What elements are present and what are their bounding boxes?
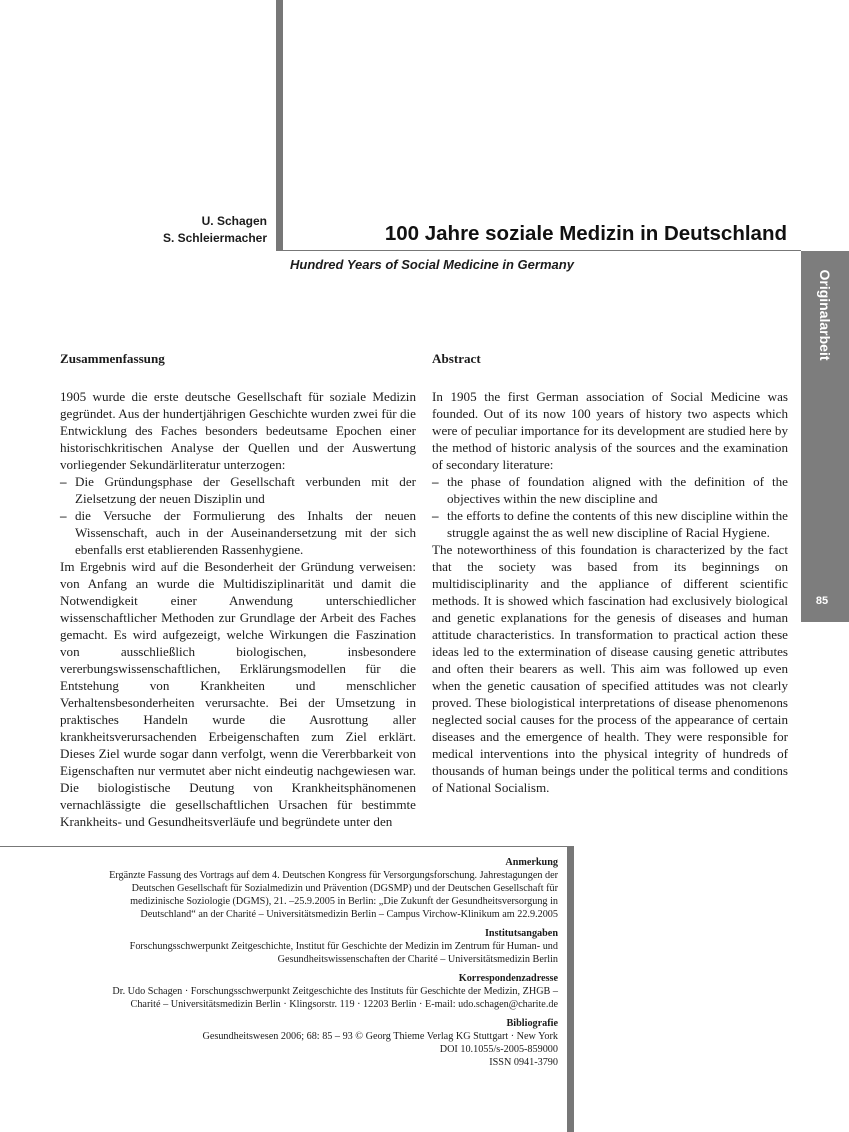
- side-tab-label-box: [801, 251, 849, 381]
- note-heading: Anmerkung: [505, 857, 558, 868]
- note-line: Charité – Universitätsmedizin Berlin · Klingsorstr. 119 · 12203 Berlin · E-mail: udo.schagen@charite.de: [130, 999, 558, 1010]
- footer-vertical-bar: [567, 846, 574, 1132]
- list-item: – Die Gründungsphase der Gesellschaft verbunden mit der Zielsetzung der neuen Disziplin und: [60, 473, 416, 507]
- note-heading: Bibliografie: [506, 1018, 558, 1029]
- note-line: ISSN 0941-3790: [489, 1057, 558, 1068]
- note-line: Deutschland“ an der Charité – Universitätsmedizin Berlin – Campus Virchow-Klinikum am 22.9.2005: [140, 909, 558, 920]
- section-heading: Abstract: [432, 351, 481, 366]
- article-title: 100 Jahre soziale Medizin in Deutschland: [384, 222, 787, 245]
- authors: [60, 213, 267, 247]
- note-line: Gesundheitswissenschaften der Charité – Universitätsmedizin Berlin: [277, 954, 558, 965]
- note-line: Deutschen Gesellschaft für Sozialmedizin und Prävention (DGSMP) und der Deutschen Gesellschaft für: [131, 883, 558, 894]
- author-name: S. Schleiermacher: [162, 231, 267, 245]
- paragraph: The noteworthiness of this foundation is characterized by the fact that the society was based from its beginnings on multidisciplinarity and the appliance of different scientific methods. It is showed which fascination had exclusively biological and genetic explanations for the genesis of diseases and human attitude characteristics. In transformation to practical action these ideas led to the extermination of disease causing genetic attributes and often their bearers as well. This aim was followed up even when the genetic causation of specified attitudes was not clearly proved. These biologistical interpretations of disease phenomenons neglected social causes for the process of the appearance of certain diseases and the emergence of health. They were responsible for medical interventions into the physical integrity of hundreds of thousands of human beings under the political terms and conditions of National Socialism.: [432, 542, 788, 795]
- bullet-list: [60, 473, 416, 558]
- note-anmerkung: [40, 856, 558, 921]
- zusammenfassung-column: [60, 350, 416, 830]
- paragraph: In 1905 the first German association of Social Medicine was founded. Out of its now 100 years of history two aspects which were of peculiar importance for its development are studied here by the method of historic analysis of the sources and the examination of secondary literature:: [432, 389, 788, 472]
- footer-rule: [0, 846, 567, 847]
- title-rule: [276, 250, 801, 251]
- note-line: medizinische Soziologie (DGMS), 21. –25.9.2005 in Berlin: „Die Zukunft der Gesundheitsversorgung in: [130, 896, 558, 907]
- article-subtitle: Hundred Years of Social Medicine in Germany: [290, 257, 574, 272]
- side-tab-label: Originalarbeit: [817, 269, 833, 361]
- note-bibliografie: [40, 1017, 558, 1069]
- list-item: – the phase of foundation aligned with the definition of the objectives within the new discipline and: [432, 473, 788, 507]
- note-korrespondenz: [40, 972, 558, 1011]
- list-item: – die Versuche der Formulierung des Inhalts der neuen Wissenschaft, auch in der Auseinandersetzung mit der sich ebenfalls erst etablierenden Rassenhygiene.: [60, 507, 416, 558]
- paragraph: 1905 wurde die erste deutsche Gesellschaft für soziale Medizin gegründet. Aus der hundertjährigen Geschichte wurden zwei für die Entwicklung des Faches besonders bedeutsame Epochen einer historischkritischen Analyse der Quellen und der Auswertung vorliegender Sekundärliteratur unterzogen:: [60, 389, 416, 472]
- note-line: Gesundheitswesen 2006; 68: 85 – 93 © Georg Thieme Verlag KG Stuttgart · New York: [202, 1031, 558, 1042]
- note-line: Forschungsschwerpunkt Zeitgeschichte, Institut für Geschichte der Medizin im Zentrum für Human- und: [129, 941, 558, 952]
- note-heading: Institutsangaben: [484, 928, 558, 939]
- note-line: DOI 10.1055/s-2005-859000: [439, 1044, 558, 1055]
- note-line: Ergänzte Fassung des Vortrags auf dem 4. Deutschen Kongress für Versorgungsforschung. Jahrestagungen der: [109, 870, 558, 881]
- article-notes: [40, 856, 558, 1075]
- header-vertical-bar: [276, 0, 283, 251]
- section-heading: Zusammenfassung: [60, 351, 165, 366]
- side-tab: [801, 251, 849, 622]
- note-line: Dr. Udo Schagen · Forschungsschwerpunkt Zeitgeschichte des Instituts für Geschichte der Medizin, ZHGB –: [112, 986, 558, 997]
- page-number: 85: [815, 595, 829, 607]
- author-name: U. Schagen: [201, 214, 267, 228]
- list-item: – the efforts to define the contents of this new discipline within the struggle against the as well new discipline of Racial Hygiene.: [432, 507, 788, 541]
- abstract-column: [432, 350, 788, 796]
- note-institut: [40, 927, 558, 966]
- paragraph: Im Ergebnis wird auf die Besonderheit der Gründung verweisen: von Anfang an wurde die Multidisziplinarität und damit die Notwendigkeit einer Anwendung unterschiedlicher wissenschaftlicher Methoden zur Grundlage der Arbeit des Faches gemacht. Es wird aufgezeigt, welche Wirkungen die Faszination von ausschließlich biologischen, insbesondere vererbungswissenschaftlichen, Erklärungsmodellen für die Entstehung von Krankheiten und menschlicher Verhaltensbesonderheiten verursachte. Bei der Umsetzung in praktisches Handeln wurde die Ausrottung aller krankheitsverursachenden Erbeigenschaften zum Ziel erklärt. Dieses Ziel wurde sogar dann verfolgt, wenn die Vererbbarkeit von Eigenschaften nur vermutet aber nicht eindeutig nachgewiesen war. Die biologistische Deutung von Krankheitsphänomenen vernachlässigte die gesellschaftlichen Ursachen für bestimmte Krankheits- und Gesundheitsverläufe und begründete unter den: [60, 559, 416, 829]
- bullet-list: [432, 473, 788, 541]
- note-heading: Korrespondenzadresse: [458, 973, 558, 984]
